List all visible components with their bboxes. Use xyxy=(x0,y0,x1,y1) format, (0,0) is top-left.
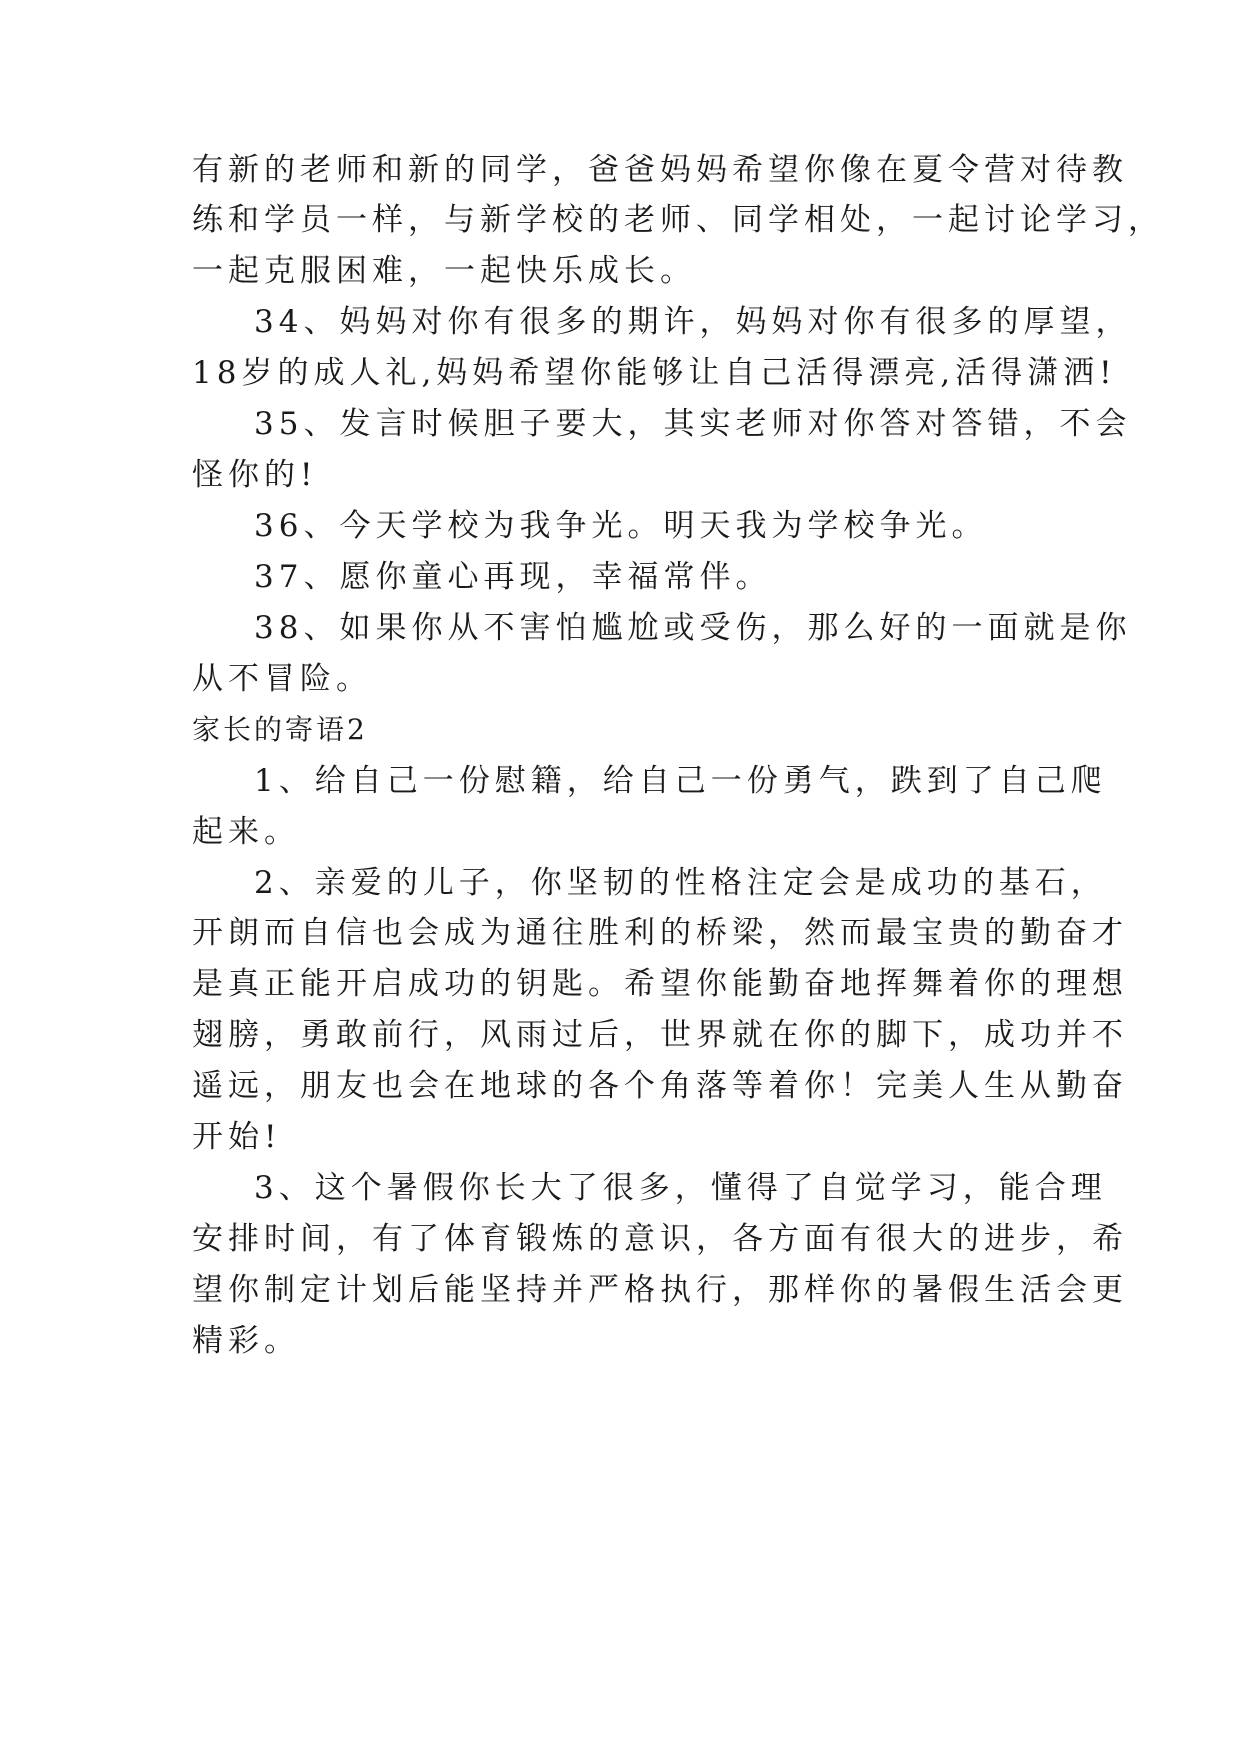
paragraph-line: 36、今天学校为我争光。明天我为学校争光。 xyxy=(254,508,988,544)
paragraph-line: 是真正能开启成功的钥匙。希望你能勤奋地挥舞着你的理想 xyxy=(192,966,1128,1002)
paragraph-line: 1、给自己一份慰籍，给自己一份勇气，跌到了自己爬 xyxy=(254,763,1107,799)
paragraph-line: 安排时间，有了体育锻炼的意识，各方面有很大的进步，希 xyxy=(192,1221,1128,1257)
paragraph-line: 35、发言时候胆子要大，其实老师对你答对答错，不会 xyxy=(254,406,1132,442)
paragraph-line: 开朗而自信也会成为通往胜利的桥梁，然而最宝贵的勤奋才 xyxy=(192,915,1128,951)
paragraph-line: 练和学员一样，与新学校的老师、同学相处，一起讨论学习， xyxy=(192,202,1164,238)
paragraph-line: 精彩。 xyxy=(192,1323,300,1359)
paragraph-line: 开始! xyxy=(192,1119,282,1155)
paragraph-line: 有新的老师和新的同学，爸爸妈妈希望你像在夏令营对待教 xyxy=(192,152,1128,188)
section-heading: 家长的寄语2 xyxy=(192,713,368,746)
paragraph-line: 起来。 xyxy=(192,814,300,850)
paragraph-line: 望你制定计划后能坚持并严格执行，那样你的暑假生活会更 xyxy=(192,1272,1128,1308)
paragraph-line: 34、妈妈对你有很多的期许，妈妈对你有很多的厚望， xyxy=(254,304,1132,340)
paragraph-line: 37、愿你童心再现，幸福常伴。 xyxy=(254,559,772,595)
paragraph-line: 从不冒险。 xyxy=(192,661,372,697)
paragraph-line: 怪你的! xyxy=(192,457,318,493)
paragraph-line: 3、这个暑假你长大了很多，懂得了自觉学习，能合理 xyxy=(254,1170,1107,1206)
paragraph-line: 一起克服困难，一起快乐成长。 xyxy=(192,253,696,289)
paragraph-line: 38、如果你从不害怕尴尬或受伤，那么好的一面就是你 xyxy=(254,610,1132,646)
paragraph-line: 2、亲爱的儿子，你坚韧的性格注定会是成功的基石， xyxy=(254,865,1107,901)
paragraph-line: 18岁的成人礼,妈妈希望你能够让自己活得漂亮,活得潇洒! xyxy=(192,355,1117,391)
paragraph-line: 翅膀，勇敢前行，风雨过后，世界就在你的脚下，成功并不 xyxy=(192,1017,1128,1053)
paragraph-line: 遥远，朋友也会在地球的各个角落等着你！完美人生从勤奋 xyxy=(192,1068,1128,1104)
